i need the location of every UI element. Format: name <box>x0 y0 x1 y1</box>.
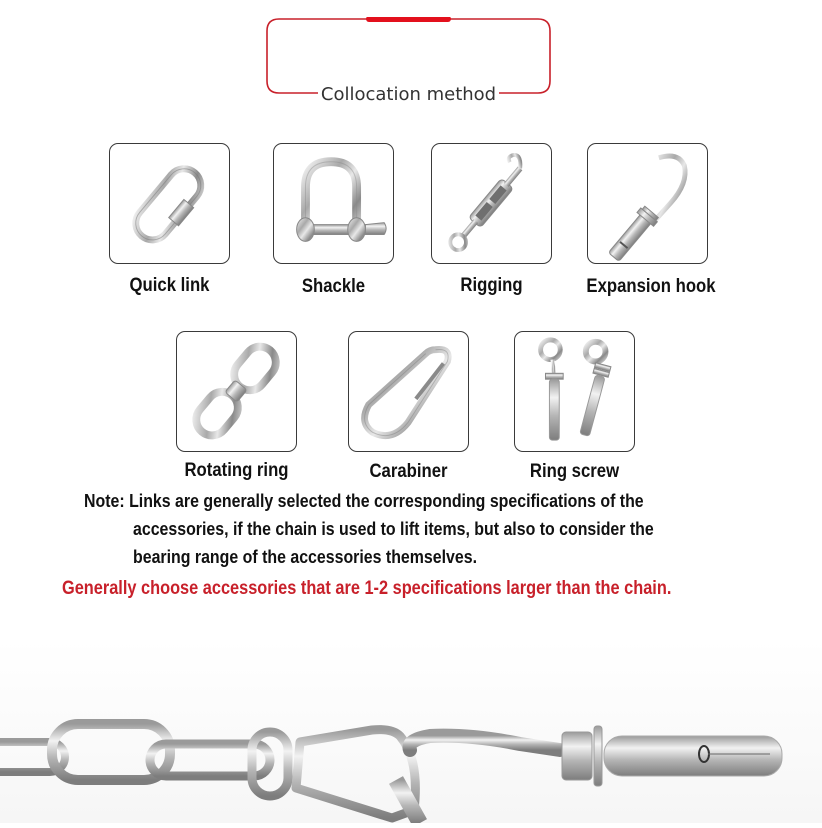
turnbuckle-icon <box>432 144 551 263</box>
accessory-card-rigging <box>431 143 552 264</box>
accessory-card-shackle <box>273 143 394 264</box>
note-line-1: Note: Links are generally selected the corresponding specifications of the <box>84 490 644 511</box>
chain-assembly-photo <box>0 640 822 823</box>
note-warning: Generally choose accessories that are 1-2 specifications larger than the chain. <box>62 578 672 599</box>
shackle-icon <box>274 144 393 263</box>
swivel-ring-icon <box>177 332 296 451</box>
accessory-label: Carabiner <box>369 461 448 482</box>
accessory-label: Quick link <box>129 275 210 296</box>
eye-bolt-icon <box>515 332 634 451</box>
accessory-card-quick-link <box>109 143 230 264</box>
accessory-label: Rigging <box>460 275 523 296</box>
section-header <box>265 17 552 105</box>
expansion-hook-icon <box>588 144 707 263</box>
accessory-card-rotating-ring <box>176 331 297 452</box>
carabiner-icon <box>349 332 468 451</box>
accessory-card-carabiner <box>348 331 469 452</box>
note-line-2: accessories, if the chain is used to lift items, but also to consider the <box>133 518 654 539</box>
page-title: Collocation method <box>265 84 552 105</box>
chain-assembly-icon <box>0 640 822 823</box>
accessory-label: Expansion hook <box>586 276 716 297</box>
accessory-card-expansion-hook <box>587 143 708 264</box>
accessory-label: Shackle <box>301 276 366 297</box>
quick-link-icon <box>110 144 229 263</box>
note-line-3: bearing range of the accessories themselves. <box>133 546 477 567</box>
accessory-card-ring-screw <box>514 331 635 452</box>
accessory-label: Rotating ring <box>184 460 289 481</box>
accessory-label: Ring screw <box>529 461 620 482</box>
